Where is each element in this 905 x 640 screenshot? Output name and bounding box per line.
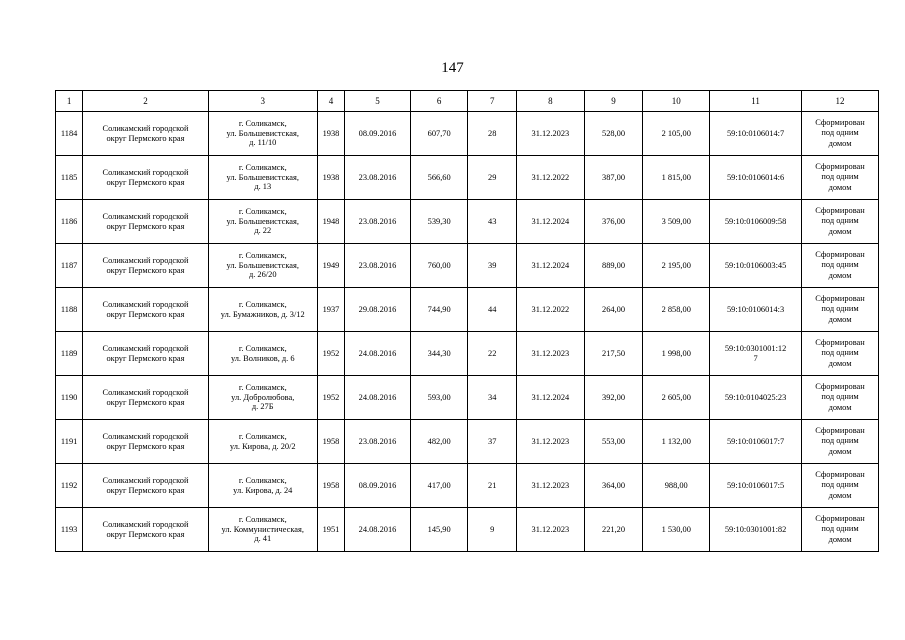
column-header-owner: 2: [83, 91, 208, 112]
cell-deadline-date: 31.12.2023: [516, 112, 584, 156]
cell-residents: 34: [468, 376, 517, 420]
cell-cadastral-number: 59:10:0106014:7: [710, 112, 802, 156]
column-header-row-number: 1: [56, 91, 83, 112]
cell-address: г. Соликамск, ул. Большевистская, д. 22: [208, 200, 317, 244]
cell-cadastral-number: 59:10:0106017:7: [710, 420, 802, 464]
cell-resettlement-area: 376,00: [584, 200, 643, 244]
cell-address: г. Соликамск, ул. Добролюбова, д. 27Б: [208, 376, 317, 420]
cell-survey-date: 23.08.2016: [345, 200, 411, 244]
cell-land-area: 2 605,00: [643, 376, 710, 420]
cell-row-number: 1184: [56, 112, 83, 156]
cell-area: 482,00: [410, 420, 468, 464]
cell-land-area: 3 509,00: [643, 200, 710, 244]
table-row: [56, 332, 879, 376]
column-header-year-built: 4: [317, 91, 344, 112]
cell-survey-date: 29.08.2016: [345, 288, 411, 332]
page-number: 147: [441, 60, 464, 76]
cell-owner: Соликамский городской округ Пермского края: [83, 244, 208, 288]
cell-land-area: 1 530,00: [643, 508, 710, 552]
cell-cadastral-number: 59:10:0106009:58: [710, 200, 802, 244]
cell-land-status: Сформирован под одним домом: [802, 464, 879, 508]
table-row: [56, 156, 879, 200]
column-header-resettlement-area: 9: [584, 91, 643, 112]
cell-deadline-date: 31.12.2022: [516, 156, 584, 200]
cell-row-number: 1193: [56, 508, 83, 552]
cell-deadline-date: 31.12.2024: [516, 376, 584, 420]
cell-cadastral-number: 59:10:0106014:6: [710, 156, 802, 200]
cell-year-built: 1951: [317, 508, 344, 552]
cell-survey-date: 24.08.2016: [345, 332, 411, 376]
cell-resettlement-area: 221,20: [584, 508, 643, 552]
cell-land-status: Сформирован под одним домом: [802, 376, 879, 420]
cell-land-status: Сформирован под одним домом: [802, 288, 879, 332]
cell-year-built: 1948: [317, 200, 344, 244]
header-row: [56, 91, 879, 112]
cell-area: 760,00: [410, 244, 468, 288]
cell-resettlement-area: 364,00: [584, 464, 643, 508]
cell-deadline-date: 31.12.2024: [516, 200, 584, 244]
cell-owner: Соликамский городской округ Пермского края: [83, 112, 208, 156]
cell-residents: 9: [468, 508, 517, 552]
cell-year-built: 1958: [317, 464, 344, 508]
cell-survey-date: 08.09.2016: [345, 464, 411, 508]
cell-row-number: 1188: [56, 288, 83, 332]
cell-row-number: 1185: [56, 156, 83, 200]
cell-land-status: Сформирован под одним домом: [802, 508, 879, 552]
cell-cadastral-number: 59:10:0301001:12 7: [710, 332, 802, 376]
cell-survey-date: 23.08.2016: [345, 156, 411, 200]
housing-registry-table: [55, 90, 879, 552]
cell-land-status: Сформирован под одним домом: [802, 420, 879, 464]
cell-area: 145,90: [410, 508, 468, 552]
cell-cadastral-number: 59:10:0301001:82: [710, 508, 802, 552]
cell-survey-date: 23.08.2016: [345, 244, 411, 288]
cell-year-built: 1952: [317, 332, 344, 376]
cell-residents: 29: [468, 156, 517, 200]
cell-land-status: Сформирован под одним домом: [802, 112, 879, 156]
cell-deadline-date: 31.12.2023: [516, 332, 584, 376]
cell-owner: Соликамский городской округ Пермского края: [83, 464, 208, 508]
cell-resettlement-area: 217,50: [584, 332, 643, 376]
cell-land-area: 2 195,00: [643, 244, 710, 288]
cell-land-status: Сформирован под одним домом: [802, 244, 879, 288]
cell-residents: 39: [468, 244, 517, 288]
cell-land-status: Сформирован под одним домом: [802, 332, 879, 376]
cell-row-number: 1186: [56, 200, 83, 244]
table-row: [56, 420, 879, 464]
cell-land-area: 988,00: [643, 464, 710, 508]
cell-residents: 22: [468, 332, 517, 376]
cell-land-area: 2 858,00: [643, 288, 710, 332]
cell-resettlement-area: 528,00: [584, 112, 643, 156]
cell-resettlement-area: 264,00: [584, 288, 643, 332]
cell-land-area: 1 815,00: [643, 156, 710, 200]
cell-cadastral-number: 59:10:0106014:3: [710, 288, 802, 332]
cell-address: г. Соликамск, ул. Кирова, д. 20/2: [208, 420, 317, 464]
cell-area: 607,70: [410, 112, 468, 156]
cell-residents: 44: [468, 288, 517, 332]
cell-row-number: 1192: [56, 464, 83, 508]
table-row: [56, 244, 879, 288]
cell-area: 593,00: [410, 376, 468, 420]
cell-survey-date: 24.08.2016: [345, 508, 411, 552]
cell-row-number: 1190: [56, 376, 83, 420]
cell-resettlement-area: 553,00: [584, 420, 643, 464]
cell-residents: 21: [468, 464, 517, 508]
cell-address: г. Соликамск, ул. Бумажников, д. 3/12: [208, 288, 317, 332]
cell-address: г. Соликамск, ул. Волников, д. 6: [208, 332, 317, 376]
column-header-address: 3: [208, 91, 317, 112]
column-header-area: 6: [410, 91, 468, 112]
cell-land-area: 1 998,00: [643, 332, 710, 376]
table-row: [56, 376, 879, 420]
cell-cadastral-number: 59:10:0106003:45: [710, 244, 802, 288]
cell-year-built: 1952: [317, 376, 344, 420]
cell-deadline-date: 31.12.2023: [516, 464, 584, 508]
column-header-residents: 7: [468, 91, 517, 112]
cell-owner: Соликамский городской округ Пермского края: [83, 156, 208, 200]
cell-year-built: 1938: [317, 156, 344, 200]
cell-address: г. Соликамск, ул. Большевистская, д. 26/20: [208, 244, 317, 288]
cell-land-area: 1 132,00: [643, 420, 710, 464]
column-header-land-status: 12: [802, 91, 879, 112]
table-row: [56, 200, 879, 244]
column-header-cadastral-number: 11: [710, 91, 802, 112]
cell-deadline-date: 31.12.2023: [516, 420, 584, 464]
cell-land-status: Сформирован под одним домом: [802, 200, 879, 244]
table-body: [56, 112, 879, 552]
cell-area: 344,30: [410, 332, 468, 376]
table-row: [56, 508, 879, 552]
cell-residents: 43: [468, 200, 517, 244]
cell-deadline-date: 31.12.2023: [516, 508, 584, 552]
cell-address: г. Соликамск, ул. Большевистская, д. 13: [208, 156, 317, 200]
cell-address: г. Соликамск, ул. Коммунистическая, д. 41: [208, 508, 317, 552]
cell-year-built: 1949: [317, 244, 344, 288]
cell-area: 566,60: [410, 156, 468, 200]
cell-owner: Соликамский городской округ Пермского края: [83, 200, 208, 244]
cell-area: 539,30: [410, 200, 468, 244]
column-header-deadline-date: 8: [516, 91, 584, 112]
cell-area: 744,90: [410, 288, 468, 332]
cell-owner: Соликамский городской округ Пермского края: [83, 332, 208, 376]
cell-residents: 28: [468, 112, 517, 156]
cell-cadastral-number: 59:10:0106017:5: [710, 464, 802, 508]
cell-deadline-date: 31.12.2024: [516, 244, 584, 288]
cell-land-area: 2 105,00: [643, 112, 710, 156]
cell-row-number: 1191: [56, 420, 83, 464]
cell-owner: Соликамский городской округ Пермского края: [83, 288, 208, 332]
cell-row-number: 1189: [56, 332, 83, 376]
cell-area: 417,00: [410, 464, 468, 508]
cell-row-number: 1187: [56, 244, 83, 288]
cell-survey-date: 08.09.2016: [345, 112, 411, 156]
cell-year-built: 1937: [317, 288, 344, 332]
table-row: [56, 288, 879, 332]
table-row: [56, 464, 879, 508]
cell-residents: 37: [468, 420, 517, 464]
column-header-land-area: 10: [643, 91, 710, 112]
cell-resettlement-area: 889,00: [584, 244, 643, 288]
cell-owner: Соликамский городской округ Пермского края: [83, 508, 208, 552]
cell-resettlement-area: 387,00: [584, 156, 643, 200]
table-row: [56, 112, 879, 156]
cell-owner: Соликамский городской округ Пермского края: [83, 420, 208, 464]
cell-survey-date: 23.08.2016: [345, 420, 411, 464]
cell-land-status: Сформирован под одним домом: [802, 156, 879, 200]
cell-cadastral-number: 59:10:0104025:23: [710, 376, 802, 420]
cell-deadline-date: 31.12.2022: [516, 288, 584, 332]
cell-address: г. Соликамск, ул. Кирова, д. 24: [208, 464, 317, 508]
cell-year-built: 1938: [317, 112, 344, 156]
cell-resettlement-area: 392,00: [584, 376, 643, 420]
cell-owner: Соликамский городской округ Пермского края: [83, 376, 208, 420]
column-header-survey-date: 5: [345, 91, 411, 112]
cell-year-built: 1958: [317, 420, 344, 464]
cell-address: г. Соликамск, ул. Большевистская, д. 11/10: [208, 112, 317, 156]
cell-survey-date: 24.08.2016: [345, 376, 411, 420]
